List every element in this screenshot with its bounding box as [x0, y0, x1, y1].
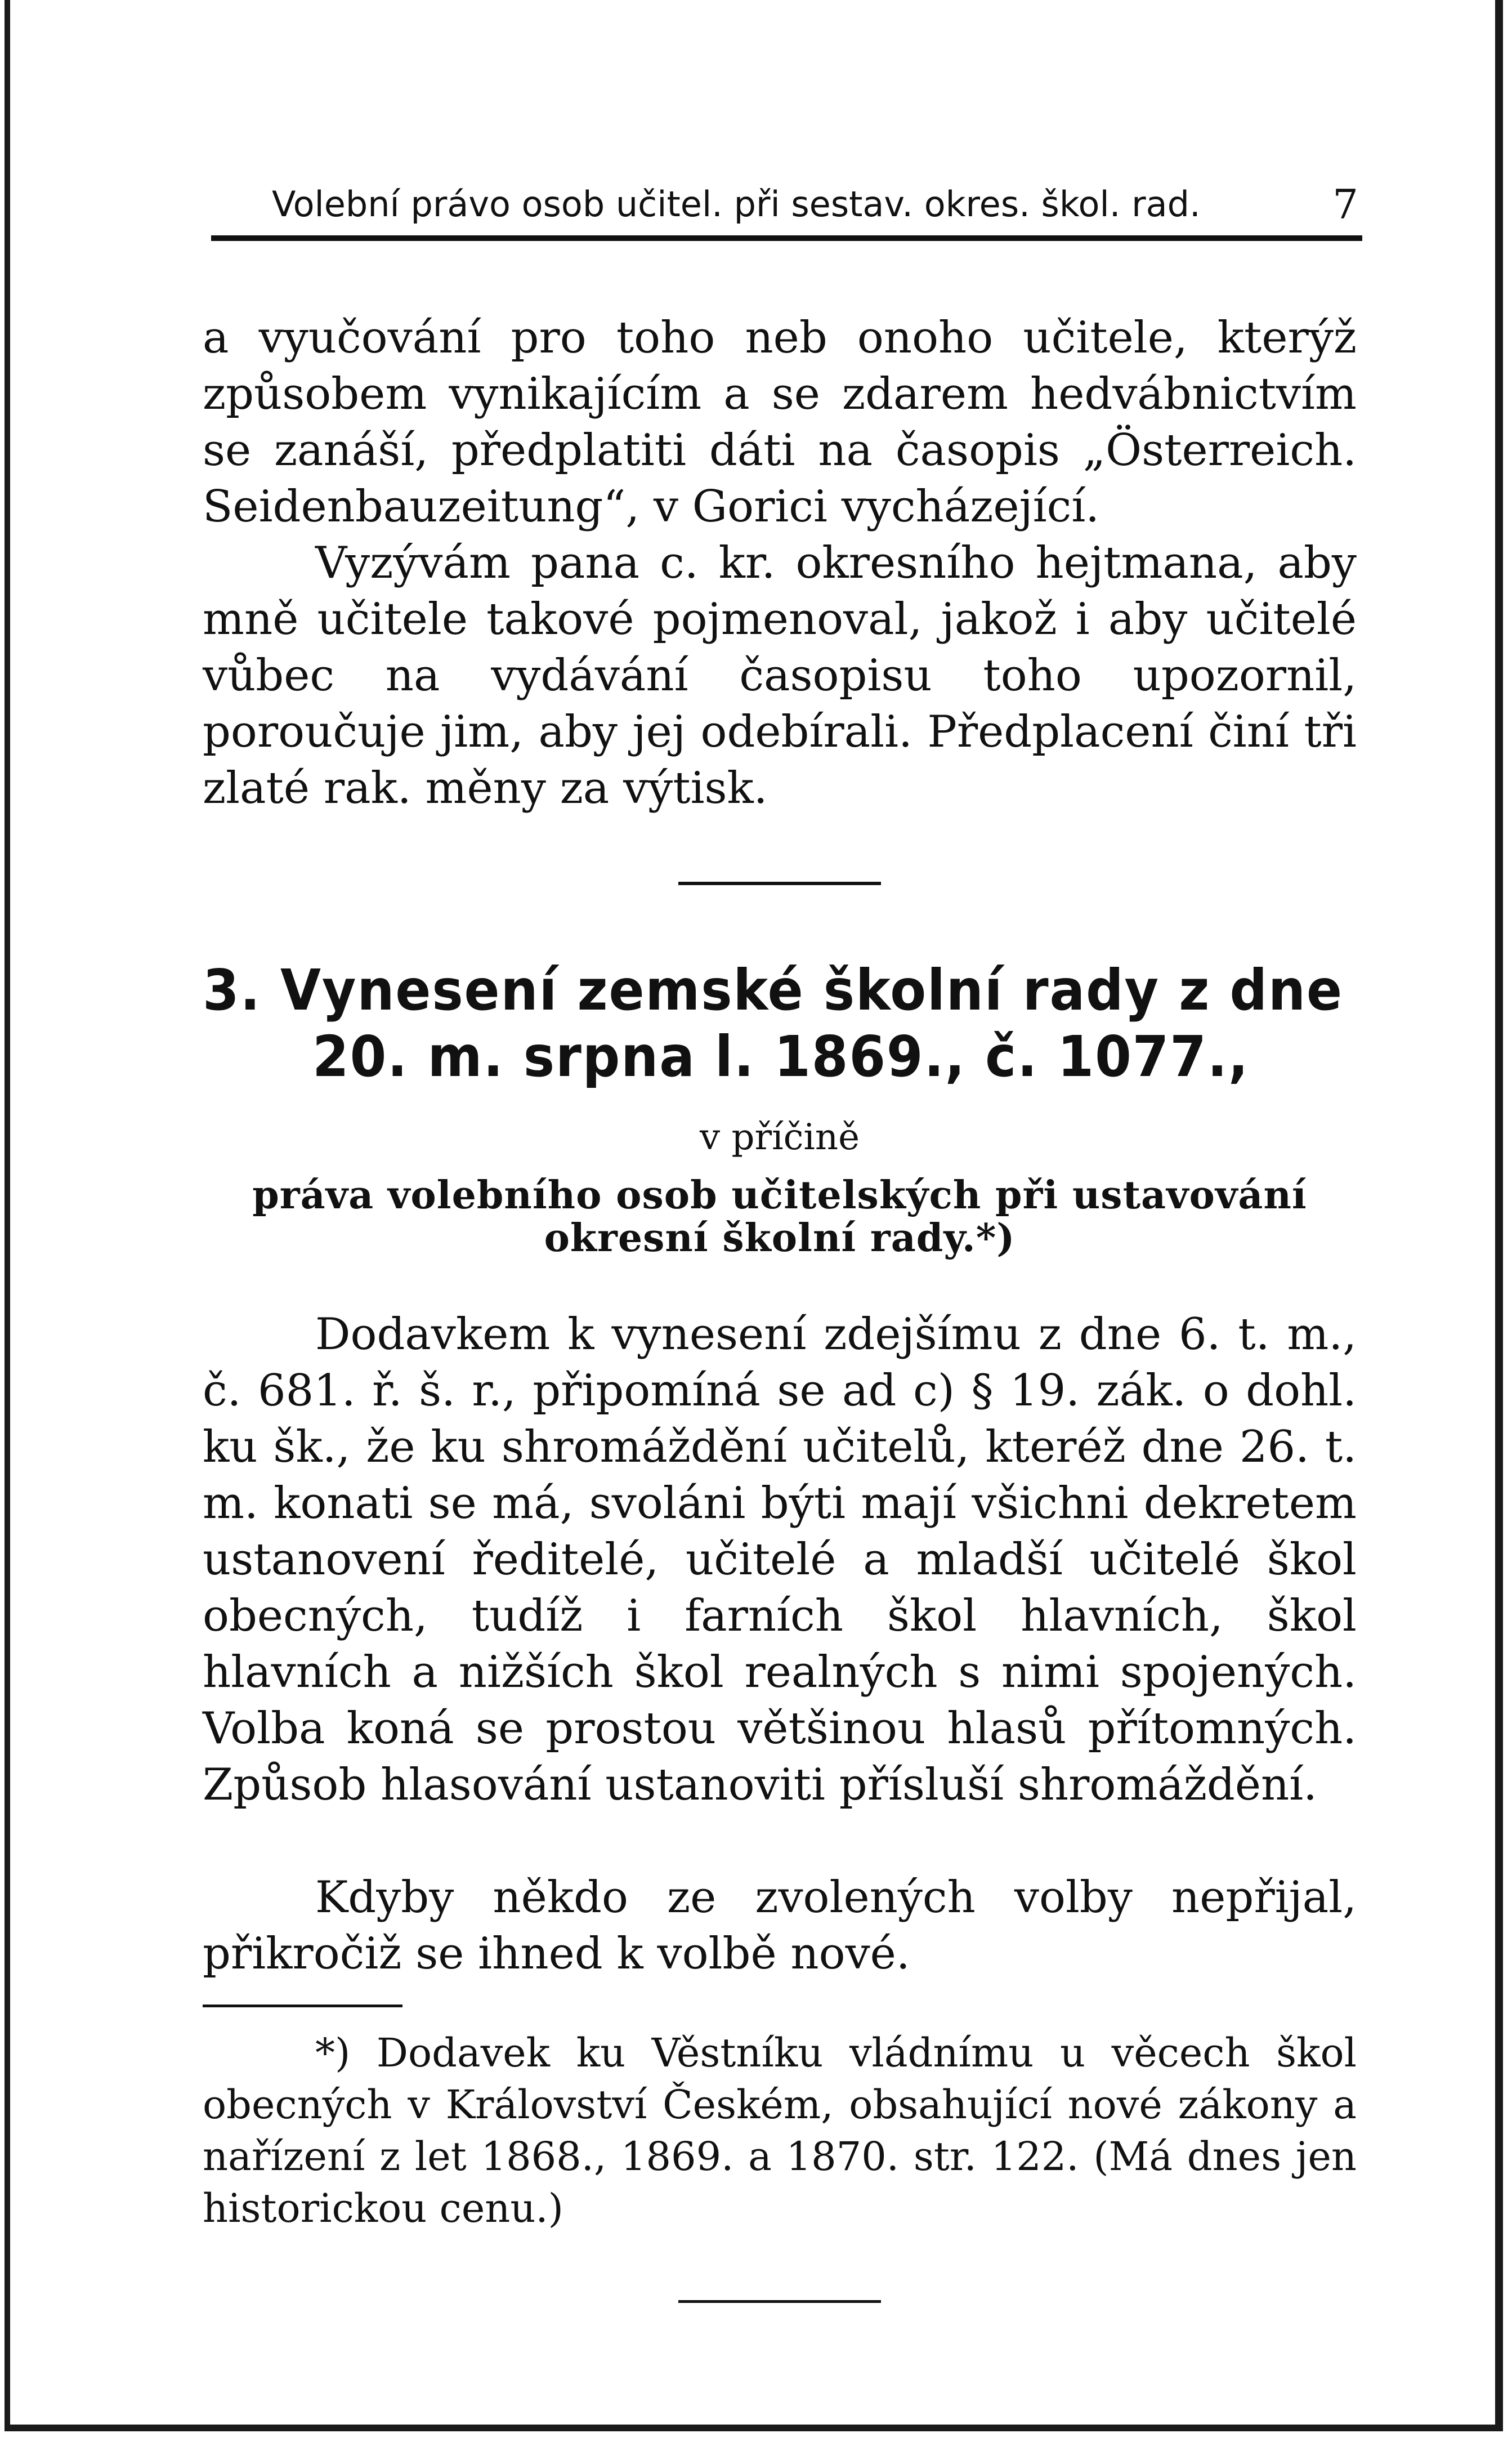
section-subtitle: práva volebního osob učitelských při ustavování okresní školní rady.*)	[252, 1173, 1307, 1261]
bottom-divider	[678, 2300, 881, 2303]
body-paragraph-2: Vyzývám pana c. kr. okresního hejtmana, aby mně učitele takové pojmenoval, jakož i aby učitelé vůbec na vydávání časopisu toho upozornil, poroučuje jim, aby jej odebírali. Předplacení činí tři zlaté rak. měny za výtisk.	[203, 538, 1357, 814]
section-connector: v příčině	[700, 1117, 860, 1158]
header-rule	[211, 235, 1362, 241]
section-paragraph-1: Dodavkem k vynesení zdejšímu z dne 6. t. m., č. 681. ř. š. r., připomíná se ad c) § 19. zák. o dohl. ku šk., že ku shromáždění učitelů, kteréž dne 26. t. m. konati se má, svoláni býti mají všichni dekretem ustanovení ředitelé, učitelé a mladší učitelé škol obecných, tudíž i farních škol hlavních, škol hlavních a nižších škol realných s nimi spojených. Volba koná se prostou většinou hlasů přítomných. Způsob hlasování ustanoviti přísluší shromáždění.	[203, 1309, 1357, 1810]
body-paragraph-1: a vyučování pro toho neb onoho učitele, kterýž způsobem vynikajícím a se zdarem hedvábnictvím se zanáší, předplatiti dáti na časopis „Österreich. Seidenbauzeitung“, v Gorici vycházející.	[203, 312, 1357, 532]
section-paragraph-2: Kdyby někdo ze zvolených volby nepřijal, přikročiž se ihned k volbě nové.	[203, 1872, 1357, 1979]
section-heading-line-2: 20. m. srpna l. 1869., č. 1077.,	[312, 1024, 1250, 1090]
running-title: Volební právo osob učitel. při sestav. okres. škol. rad.	[272, 184, 1201, 225]
footnote-text: *) Dodavek ku Věstníku vládnímu u věcech škol obecných v Království Českém, obsahující nové zákony a nařízení z let 1868., 1869. a 1870. str. 122. (Má dnes jen historickou cenu.)	[203, 2030, 1357, 2231]
running-header	[272, 179, 1358, 230]
footnote-rule	[203, 2005, 402, 2007]
section-heading-line-1: 3. Vynesení zemské školní rady z dne	[203, 957, 1343, 1023]
section-divider	[678, 882, 881, 885]
page-number: 7	[1332, 181, 1358, 228]
